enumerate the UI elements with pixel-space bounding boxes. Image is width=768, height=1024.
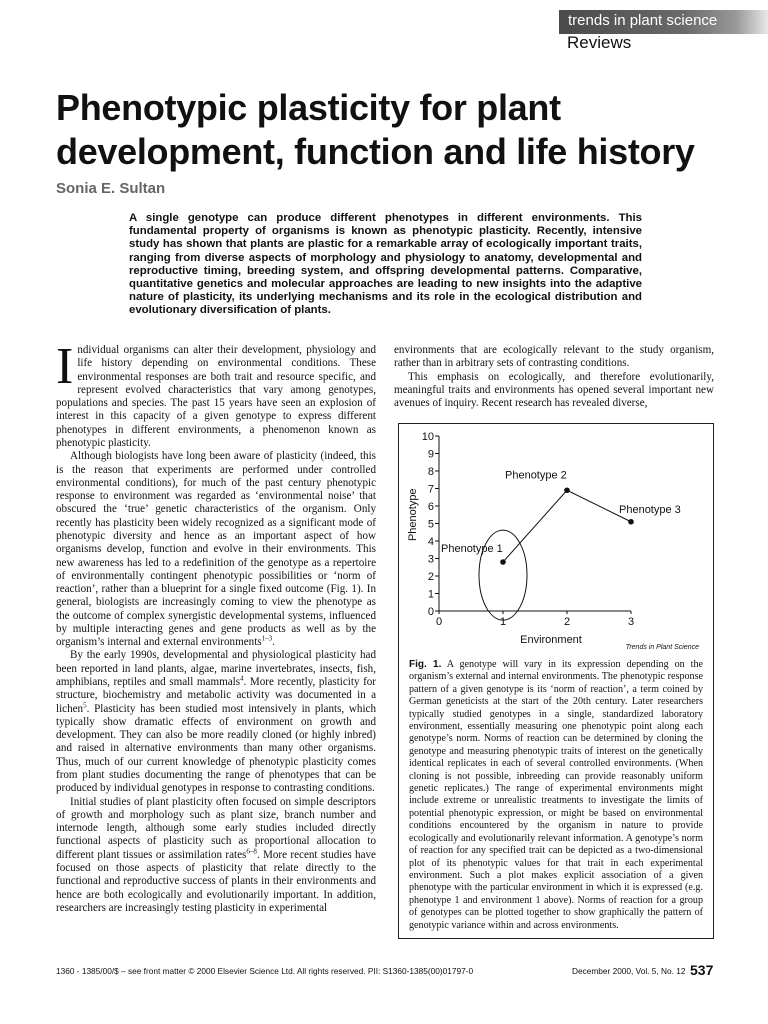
y-tick-label: 2: [427, 571, 434, 583]
body-column-left: [56, 338, 377, 915]
body-column-right: [394, 344, 714, 410]
paragraph-3-text-b: . More recently, plasticity for structure, biochemistry and metabolic activity was documented in a lichen: [56, 676, 377, 715]
paragraph-3-text-c: . Plasticity has been studied most intensively in plants, which typically show dramatic effects of environment on growth and development. They can also be more readily cloned (or highly inbred) and raised in alternative environments than many other organisms. Thus, much of our current knowledge of phenotypic plasticity comes from plant studies documenting the range of phenotypes that can be produced by individual genotypes in response to contrasting conditions.: [56, 702, 376, 795]
dropcap: I: [56, 338, 74, 395]
x-tick-label: 0: [435, 616, 443, 628]
citation-ref: 6–8: [246, 847, 257, 855]
norm-of-reaction-line: [503, 490, 631, 562]
figure-1: [398, 423, 714, 939]
y-tick-label: 4: [427, 536, 434, 548]
paragraph-2-end: .: [272, 636, 275, 649]
paragraph-2-text: Although biologists have long been aware of plasticity (indeed, this is the reason that experiments are performed under controlled environmental conditions), for much of the past century phenotypic response to environment was regarded as ‘environmental noise’ that obscured the ‘true’ genetic characteristics of the organism. Only recently has plasticity been widely recognized as a significant mode of phenotypic diversity and hence as an important aspect of how organisms develop, function and evolve in their environments. This new awareness has led to a redefinition of the genotype as a repertoire of environmentally contingent phenotypic possibilities or ‘norm of reaction’, rather than a blueprint for a single fixed outcome (Fig. 1). In general, biologists are increasingly coming to view the phenotype as the outcome of complex synergistic developmental systems, influenced by multiple interacting genes and gene products as well as by the organism’s internal and external environments: [56, 450, 376, 649]
paragraph-4: [56, 796, 376, 916]
paragraph-4-text-a: Initial studies of plant plasticity often focused on simple descriptors of growth and morphology such as plant size, branch number and internode length, although some early studies included directly functional aspects of plasticity such as proportional allocation to different plant tissues or assimilation rates: [56, 795, 376, 861]
caption-text: A genotype will vary in its expression depending on the organism’s external and internal environments. The phenotypic response pattern of a given genotype is its ‘norm of reaction’, a term coined by German geneticists at the start of the 20th century. Later researchers typically studied genotypes in a single, standardized laboratory environment, essentially measuring one phenotypic point along each genotype’s norm. Norms of reaction can be determined by cloning the genotype and measuring phenotypic traits of interest on the genetically identical replicates in each of several controlled environments. (When cloning is not possible, inbreeding can provide reasonably uniform genetic replicates.) The range of experimental environments might include extreme or unrealistic treatments to investigate the limits of potential phenotypic expression, or might be based on environmental conditions encountered by the organism in nature to provide ecologically and evolutionarily relevant information. A genotype’s norm of reaction for any specified trait can be depicted as a two-dimensional plot of its phenotypic values for that trait in each experimental environment. Such a plot makes explicit association of a given phenotype with the particular environment in which it is expressed (e.g. phenotype 1 and environment 1 above). Norms of reaction for a group of genotypes can be plotted together to show graphically the pattern of genotypic variance within and across environments.: [409, 659, 704, 931]
citation-ref: 1–3: [261, 634, 273, 643]
journal-name: trends in plant science: [568, 12, 718, 29]
x-tick-label: 2: [563, 616, 571, 628]
footer-copyright: 1360 - 1385/00/$ – see front matter © 2000 Elsevier Science Ltd. All rights reserved. PII: S1360-1385(00)01797-0: [56, 966, 474, 976]
paragraph-1: [56, 338, 376, 450]
figure-credit: Trends in Plant Science: [625, 644, 699, 651]
x-tick-label: 3: [627, 616, 635, 628]
y-tick-label: 1: [427, 588, 434, 601]
section-label: Reviews: [567, 33, 632, 52]
y-axis-label: Phenotype: [407, 488, 419, 542]
page-number: 537: [690, 962, 714, 978]
paragraph-2: [56, 450, 376, 649]
data-point: [564, 487, 570, 493]
paragraph-6: This emphasis on ecologically, and therefore evolutionarily, meaningful traits and environments has opened several important new avenues of inquiry. Recent research has revealed diverse,: [394, 370, 714, 410]
caption-label: Fig. 1.: [409, 659, 442, 670]
y-tick-label: 10: [421, 431, 434, 443]
paragraph-4-text-b: . More recent studies have focused on those aspects of plasticity that relate directly to the functional and reproductive success of plants in their environments and hence are both ecologically and evolutionarily important. In addition, researchers are increasingly testing plasticity in experimental: [56, 848, 376, 914]
y-tick-label: 6: [427, 501, 434, 513]
data-point: [500, 559, 506, 565]
y-tick-label: 8: [427, 466, 434, 478]
data-point: [628, 519, 634, 525]
point-label: Phenotype 3: [619, 503, 681, 516]
y-tick-label: 3: [427, 553, 434, 566]
paragraph-5: environments that are ecologically relevant to the study organism, rather than in arbitrary sets of contrasting conditions.: [394, 344, 714, 370]
citation-ref: 4: [240, 674, 244, 683]
y-tick-label: 5: [427, 518, 434, 531]
figure-caption: [409, 659, 703, 932]
author-name: Sonia E. Sultan: [56, 180, 166, 197]
citation-ref: 5: [83, 700, 87, 709]
y-tick-label: 7: [427, 483, 434, 496]
y-tick-label: 9: [427, 448, 434, 461]
footer-issue: December 2000, Vol. 5, No. 12: [572, 966, 686, 976]
y-tick-label: 0: [427, 606, 434, 618]
abstract: A single genotype can produce different phenotypes in different environments. This fundamental property of organisms is known as phenotypic plasticity. Recently, intensive study has shown that plants are plastic for a remarkable array of ecologically important traits, ranging from diverse aspects of morphology and physiology to anatomy, developmental and reproductive timing, breeding system, and offspring developmental patterns. Comparative, quantitative genetics and molecular approaches are leading to new insights into the adaptive nature of plasticity, its underlying mechanisms and its role in the ecological distribution and evolutionary diversification of plants.: [129, 212, 642, 317]
point-label: Phenotype 2: [505, 469, 567, 482]
point-label: Phenotype 1: [441, 543, 503, 555]
article-title: Phenotypic plasticity for plant development, function and life history: [56, 87, 695, 172]
paragraph-1-text: ndividual organisms can alter their development, physiology and life history depending on environmental conditions. These environmental responses are both trait and resource specific, and represent evolved characteristics that vary among genotypes, populations and species. The past 15 years have seen an explosion of interest in this capacity of a given genotype to express different phenotypes in different environments, a phenomenon known as phenotypic plasticity.: [56, 344, 376, 449]
paragraph-3-text-a: By the early 1990s, developmental and physiological plasticity had been reported in land plants, algae, marine invertebrates, insects, fish, amphibians, reptiles and small mammals: [56, 649, 376, 689]
paragraph-3: [56, 649, 376, 795]
x-axis-label: Environment: [520, 634, 582, 646]
norm-of-reaction-chart: [399, 424, 715, 659]
x-tick-label: 1: [499, 616, 507, 628]
